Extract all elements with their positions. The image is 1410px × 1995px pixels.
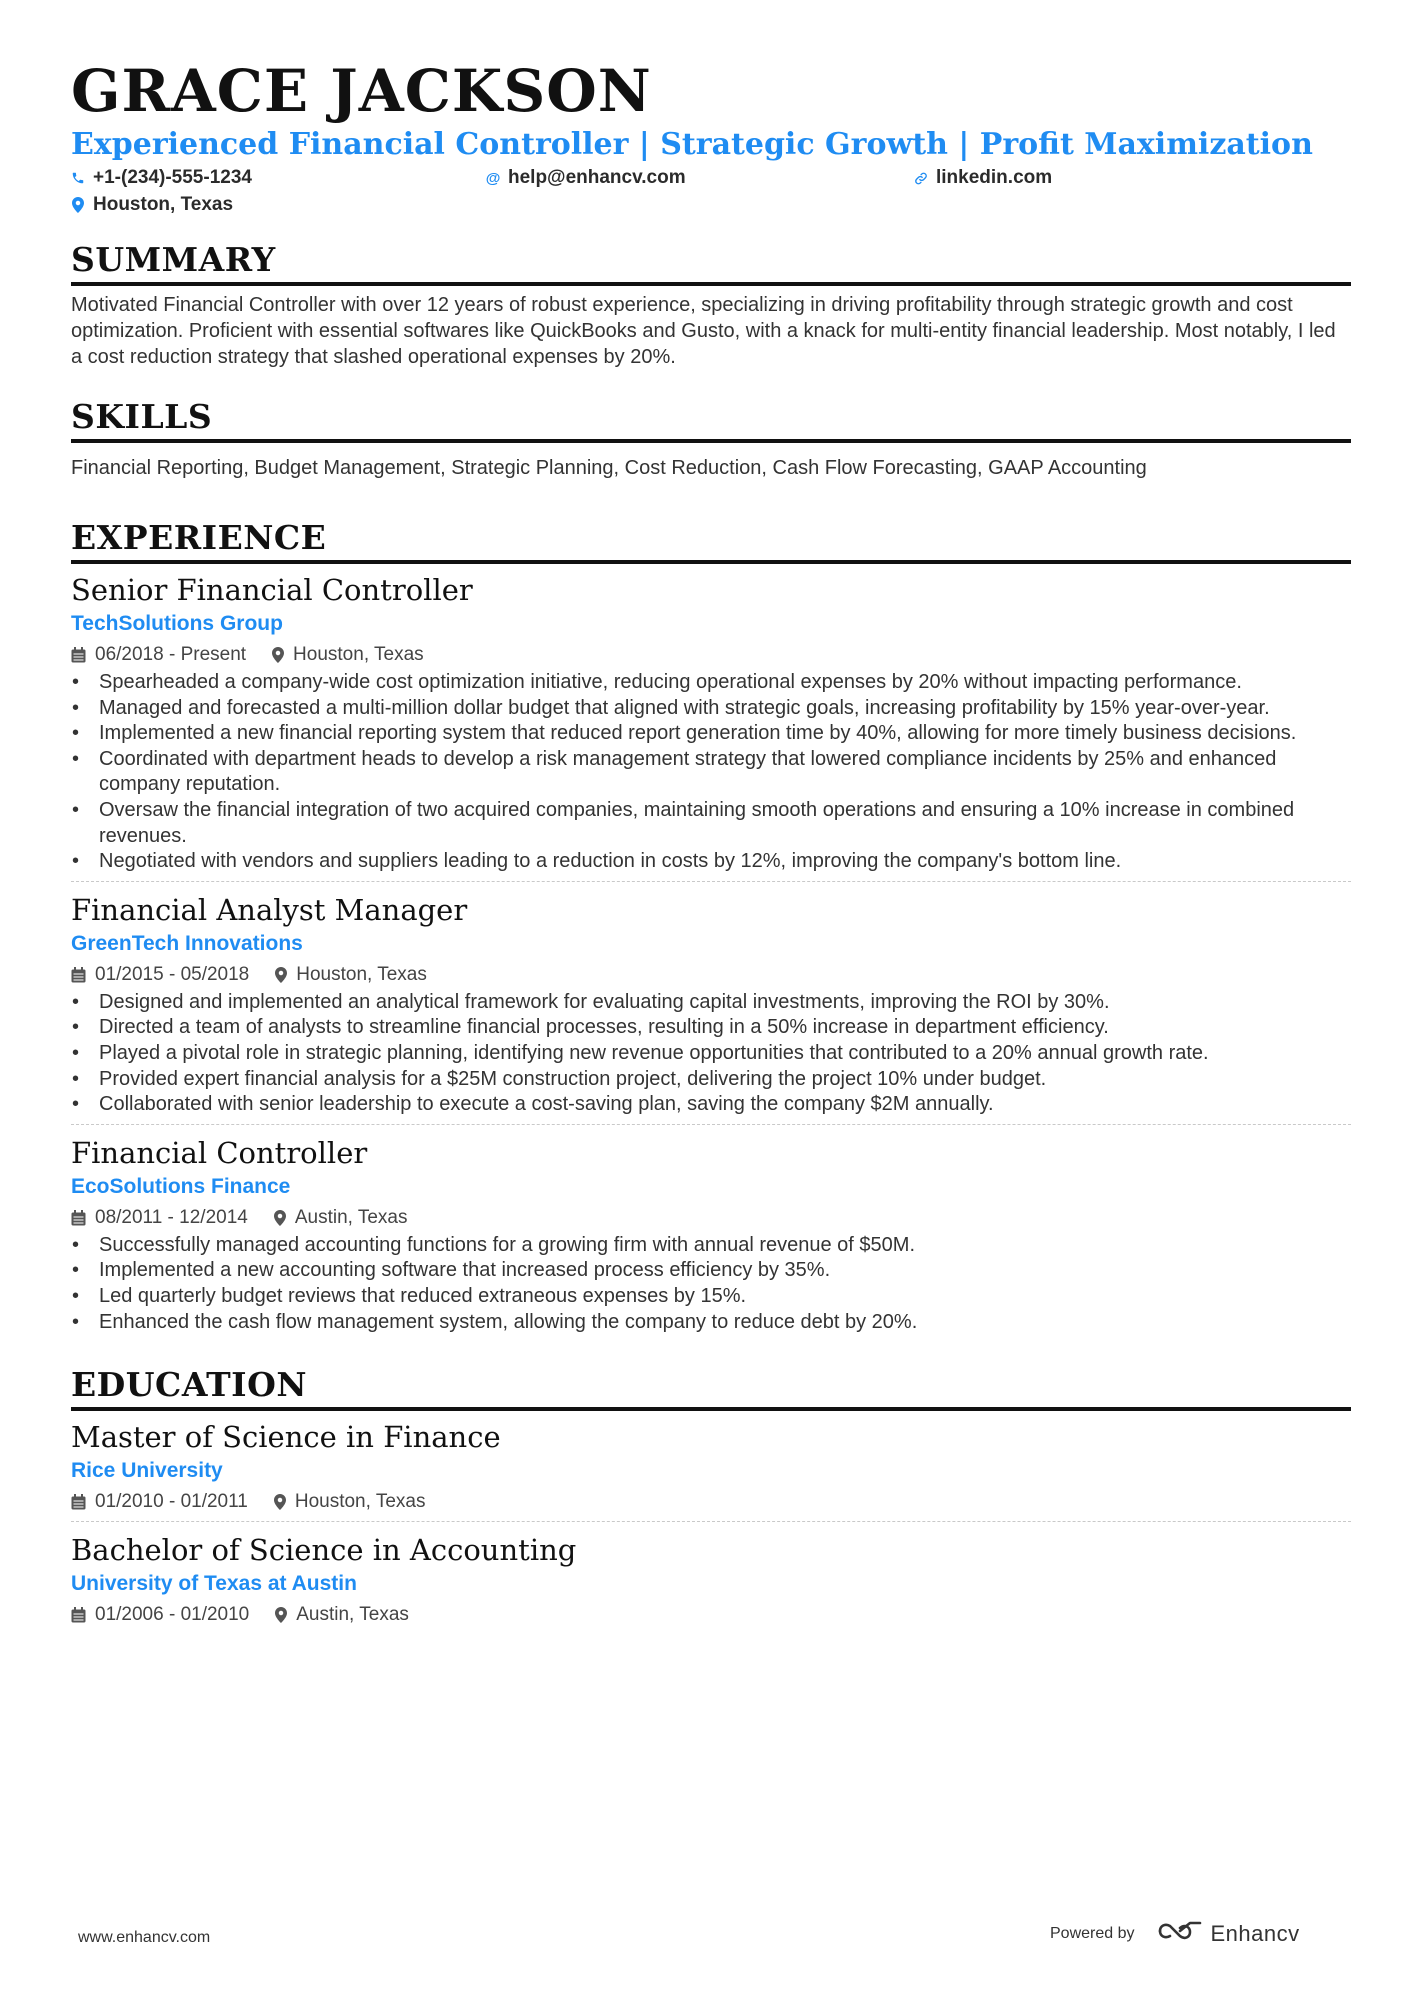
list-item: • Spearheaded a company-wide cost optimization initiative, reducing operational expenses by 20% without impacting performance. — [71, 670, 1351, 696]
entry-dates: 01/2010 - 01/2011 — [95, 1491, 248, 1513]
list-item: • Managed and forecasted a multi-million dollar budget that aligned with strategic goals, increasing profitability by 15% year-over-year. — [71, 696, 1351, 722]
entry-location: Houston, Texas — [293, 644, 424, 665]
entry-meta — [71, 1489, 1351, 1515]
headline: Experienced Financial Controller | Strategic Growth | Profit Maximization — [71, 127, 1313, 162]
section-title-skills: SKILLS — [71, 397, 213, 436]
job-title: Financial Controller — [71, 1135, 368, 1170]
link-icon — [914, 170, 928, 186]
entry-meta — [71, 1602, 1351, 1628]
map-pin-icon — [71, 197, 85, 213]
company-name[interactable]: TechSolutions Group — [71, 612, 283, 635]
calendar-icon — [71, 647, 86, 663]
footer-website[interactable]: www.enhancv.com — [78, 1929, 211, 1946]
company-name[interactable]: EcoSolutions Finance — [71, 1174, 291, 1198]
linkedin-text: linkedin.com — [936, 167, 1053, 188]
section-divider — [71, 1407, 1351, 1411]
summary-section — [71, 240, 1351, 370]
experience-entry — [71, 1135, 1351, 1335]
education-entry — [71, 1419, 1351, 1522]
map-pin-icon — [272, 647, 284, 663]
list-item: • Provided expert financial analysis for a $25M construction project, delivering the project 10% under budget. — [71, 1067, 1351, 1093]
location-contact — [71, 194, 233, 216]
map-pin-icon — [274, 1210, 286, 1226]
list-item: • Collaborated with senior leadership to execute a cost-saving plan, saving the company $2M annually. — [71, 1092, 1351, 1118]
linkedin-contact[interactable] — [914, 167, 1052, 189]
school-name[interactable]: University of Texas at Austin — [71, 1572, 357, 1596]
section-divider — [71, 282, 1351, 286]
list-item: • Negotiated with vendors and suppliers leading to a reduction in costs by 12%, improving the company's bottom line. — [71, 849, 1351, 875]
enhancv-logo[interactable] — [1157, 1920, 1300, 1948]
calendar-icon — [71, 1607, 86, 1623]
list-item: • Coordinated with department heads to develop a risk management strategy that lowered compliance incidents by 25% and enhanced company reputation. — [71, 747, 1351, 798]
map-pin-icon — [275, 967, 287, 983]
calendar-icon — [71, 967, 86, 983]
location-text: Houston, Texas — [93, 194, 234, 215]
contact-info — [71, 167, 1351, 223]
list-item: • Designed and implemented an analytical framework for evaluating capital investments, improving the ROI by 30%. — [71, 990, 1351, 1016]
entry-location: Austin, Texas — [296, 1604, 409, 1626]
achievement-list — [71, 1233, 1351, 1335]
skills-section — [71, 397, 1351, 482]
list-item: • Played a pivotal role in strategic planning, identifying new revenue opportunities that contributed to a 20% annual growth rate. — [71, 1041, 1351, 1067]
entry-divider — [71, 881, 1351, 882]
entry-divider — [71, 1124, 1351, 1125]
phone-icon — [71, 170, 85, 186]
section-title-summary: SUMMARY — [71, 240, 276, 279]
section-title-education: EDUCATION — [71, 1365, 308, 1405]
entry-meta — [71, 642, 1351, 668]
section-divider — [71, 560, 1351, 564]
entry-dates: 01/2006 - 01/2010 — [95, 1604, 250, 1626]
job-title: Financial Analyst Manager — [71, 892, 468, 927]
achievement-list — [71, 670, 1351, 875]
map-pin-icon — [275, 1607, 287, 1623]
resume-page — [71, 58, 1351, 1628]
list-item: • Enhanced the cash flow management system, allowing the company to reduce debt by 20%. — [71, 1310, 1351, 1336]
footer-branding — [1050, 1920, 1300, 1948]
entry-location: Houston, Texas — [294, 1491, 426, 1513]
powered-by-label: Powered by — [1050, 1925, 1135, 1942]
entry-dates: 08/2011 - 12/2014 — [95, 1206, 248, 1228]
map-pin-icon — [274, 1494, 286, 1510]
calendar-icon — [71, 1210, 86, 1226]
entry-meta — [71, 1205, 1351, 1231]
list-item: • Implemented a new financial reporting system that reduced report generation time by 40%, allowing for more timely business decisions. — [71, 721, 1351, 747]
experience-entry — [71, 572, 1351, 882]
list-item: • Directed a team of analysts to streamline financial processes, resulting in a 50% increase in department efficiency. — [71, 1015, 1351, 1041]
section-title-experience: EXPERIENCE — [71, 518, 327, 557]
degree-title: Bachelor of Science in Accounting — [71, 1533, 577, 1568]
at-icon: @ — [485, 169, 501, 187]
summary-text: Motivated Financial Controller with over 12 years of robust experience, specializing in driving profitability through strategic growth and cost optimization. Proficient with essential softwares like QuickBooks and Gusto, with a knack for multi-entity financial leadership. Most notably, I led a cost reduction strategy that slashed operational expenses by 20%. — [71, 294, 1336, 368]
education-entry — [71, 1532, 1351, 1628]
list-item: • Oversaw the financial integration of two acquired companies, maintaining smooth operations and ensuring a 10% increase in combined revenues. — [71, 798, 1351, 849]
candidate-name: GRACE JACKSON — [71, 57, 652, 125]
list-item: • Led quarterly budget reviews that reduced extraneous expenses by 15%. — [71, 1284, 1351, 1310]
education-section — [71, 1365, 1351, 1628]
list-item: • Implemented a new accounting software that increased process efficiency by 35%. — [71, 1258, 1351, 1284]
degree-title: Master of Science in Finance — [71, 1420, 501, 1455]
entry-location: Austin, Texas — [294, 1206, 408, 1228]
entry-divider — [71, 1521, 1351, 1522]
phone-text: +1-(234)-555-1234 — [93, 167, 252, 188]
job-title: Senior Financial Controller — [71, 573, 473, 607]
brand-name: Enhancv — [1210, 1921, 1300, 1946]
infinity-logo-icon — [1157, 1920, 1203, 1948]
entry-meta — [71, 962, 1351, 988]
company-name[interactable]: GreenTech Innovations — [71, 931, 303, 955]
experience-section — [71, 518, 1351, 1335]
phone-contact[interactable] — [71, 167, 252, 189]
list-item: • Successfully managed accounting functions for a growing firm with annual revenue of $50M. — [71, 1233, 1351, 1259]
experience-entry — [71, 892, 1351, 1125]
email-contact[interactable] — [486, 167, 686, 189]
email-text: help@enhancv.com — [508, 167, 686, 188]
school-name[interactable]: Rice University — [71, 1459, 223, 1483]
achievement-list — [71, 990, 1351, 1118]
entry-dates: 01/2015 - 05/2018 — [95, 963, 250, 985]
skills-text: Financial Reporting, Budget Management, Strategic Planning, Cost Reduction, Cash Flow Forecasting, GAAP Accounting — [71, 457, 1147, 479]
entry-dates: 06/2018 - Present — [95, 644, 247, 665]
calendar-icon — [71, 1494, 86, 1510]
section-divider — [71, 439, 1351, 443]
entry-location: Houston, Texas — [296, 963, 427, 985]
